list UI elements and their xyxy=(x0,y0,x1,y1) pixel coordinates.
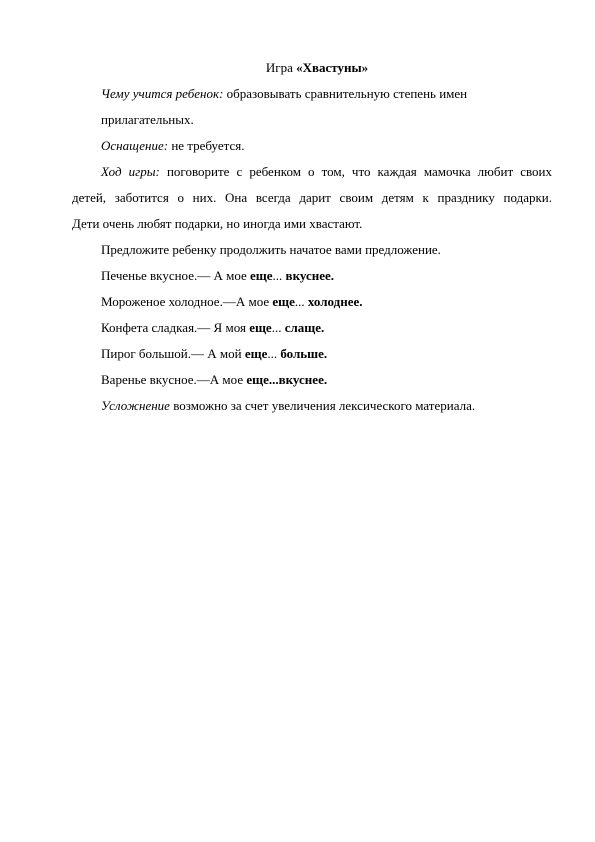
example-ellipsis: ... xyxy=(271,320,285,335)
instruction-line xyxy=(72,237,552,263)
example-start: Мороженое холодное.—А мое xyxy=(101,294,273,309)
skill-text-continued: прилагательных. xyxy=(101,112,194,127)
title-prefix: Игра xyxy=(265,60,297,75)
progress-text-2: детей, заботится о них. Она всегда дарит своим детям к празднику подарки. xyxy=(72,190,552,205)
example-ellipsis: ... xyxy=(267,346,281,361)
progress-line-2 xyxy=(72,185,552,211)
progress-line-1 xyxy=(72,159,552,185)
example-emphasis: еще xyxy=(250,268,273,283)
example-line xyxy=(72,315,552,341)
example-start: Варенье вкусное.—А мое xyxy=(101,372,247,387)
example-ellipsis: ... xyxy=(272,268,286,283)
example-emphasis: еще xyxy=(249,320,272,335)
equipment-text: не требуется. xyxy=(168,138,245,153)
skill-line-continued xyxy=(72,107,552,133)
progress-text-1: поговорите с ребенком о том, что каждая мамочка любит своих xyxy=(159,164,552,179)
example-emphasis: еще xyxy=(272,294,295,309)
example-emphasis: еще xyxy=(244,346,268,361)
example-line xyxy=(72,367,552,393)
game-title xyxy=(72,55,552,81)
example-line xyxy=(72,263,552,289)
example-line xyxy=(72,341,552,367)
complication-text: возможно за счет увеличения лексического материала. xyxy=(169,398,476,413)
example-ellipsis: ... xyxy=(294,294,308,309)
example-line xyxy=(72,289,552,315)
example-start: Пирог большой.— А мой xyxy=(101,346,245,361)
example-answer: холоднее. xyxy=(307,294,363,309)
progress-text-3: Дети очень любят подарки, но иногда ими хвастают. xyxy=(72,216,363,231)
example-answer: вкуснее. xyxy=(285,268,335,283)
title-name: «Хвастуны» xyxy=(296,60,369,75)
example-answer: больше. xyxy=(280,346,328,361)
example-emphasis: еще...вкуснее. xyxy=(246,372,328,387)
instruction-text: Предложите ребенку продолжить начатое вами предложение. xyxy=(101,242,441,257)
complication-label: Усложнение xyxy=(101,398,170,413)
example-start: Конфета сладкая.— Я моя xyxy=(101,320,250,335)
example-answer: слаще. xyxy=(284,320,325,335)
skill-text: образовывать сравнительную степень имен xyxy=(223,86,468,101)
progress-line-3 xyxy=(72,211,552,237)
document-body xyxy=(72,55,552,419)
example-start: Печенье вкусное.— А мое xyxy=(101,268,251,283)
skill-label: Чему учится ребенок: xyxy=(101,86,224,101)
complication-line xyxy=(72,393,552,419)
equipment-line xyxy=(72,133,552,159)
progress-label: Ход игры: xyxy=(101,164,160,179)
equipment-label: Оснащение: xyxy=(101,138,169,153)
skill-line xyxy=(72,81,552,107)
